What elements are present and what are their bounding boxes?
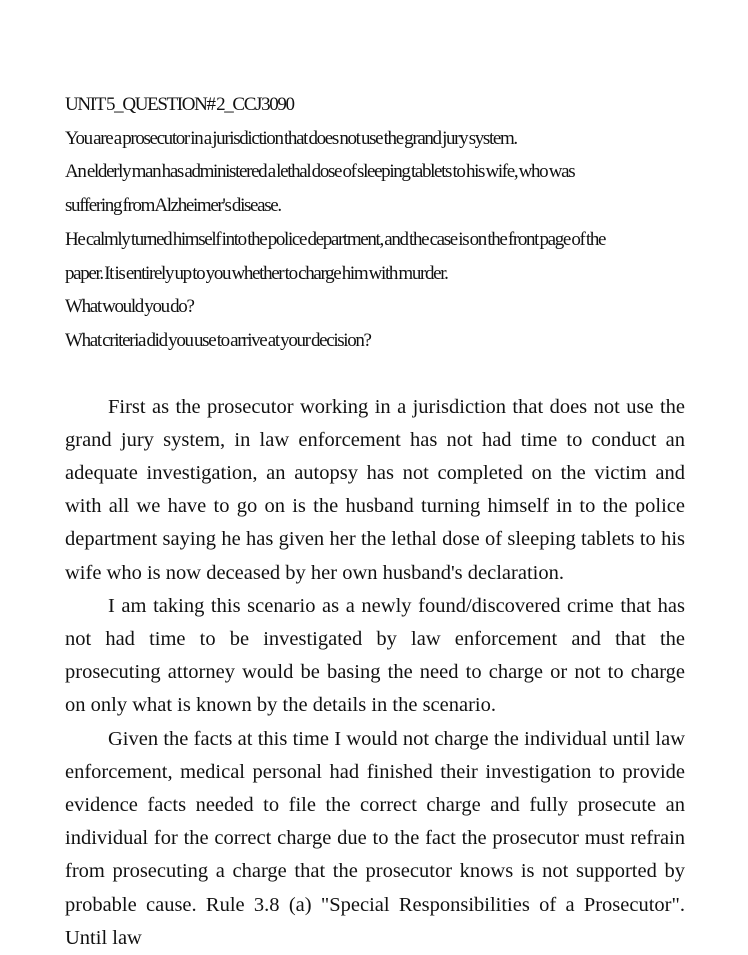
document-page [65,88,685,955]
answer-paragraph: First as the prosecutor working in a jurisdiction that does not use the grand jury system, in law enforcement has not had time to conduct an adequate investigation, an autopsy has not completed on the victim and with all we have to go on is the husband turning himself in to the police department saying he has given her the lethal dose of sleeping tablets to his wife who is now deceased by her own husband's declaration. [65,395,685,584]
header-line: You are a prosecutor in a jurisdiction that does not use the grand jury system. [65,127,517,149]
question-header [65,88,685,358]
header-line: paper. It is entirely up to you whether to charge him with murder. [65,262,448,284]
question-prompt: What would you do? [65,296,194,318]
header-line: An elderly man has administered a lethal dose of sleeping tablets to his wife, who was [65,161,575,183]
assignment-id: UNIT 5_QUESTION# 2_CCJ3090 [65,94,294,115]
header-line: He calmly turned himself into the police department, and the case is on the front page of the [65,228,606,250]
answer-body [65,391,685,955]
question-prompt: What criteria did you use to arrive at your decision? [65,329,371,351]
header-line: suffering from Alzheimer's disease. [65,195,281,217]
answer-paragraph: I am taking this scenario as a newly found/discovered crime that has not had time to be investigated by law enforcement and that the prosecuting attorney would be basing the need to charge or not to charge on only what is known by the details in the scenario. [65,594,685,717]
answer-paragraph: Given the facts at this time I would not charge the individual until law enforcement, medical personal had finished their investigation to provide evidence facts needed to file the correct charge and fully prosecute an individual for the correct charge due to the fact the prosecutor must refrain from prosecuting a charge that the prosecutor knows is not supported by probable cause. Rule 3.8 (a) "Special Responsibilities of a Prosecutor". Until law [65,727,685,949]
blank-line [65,358,685,391]
